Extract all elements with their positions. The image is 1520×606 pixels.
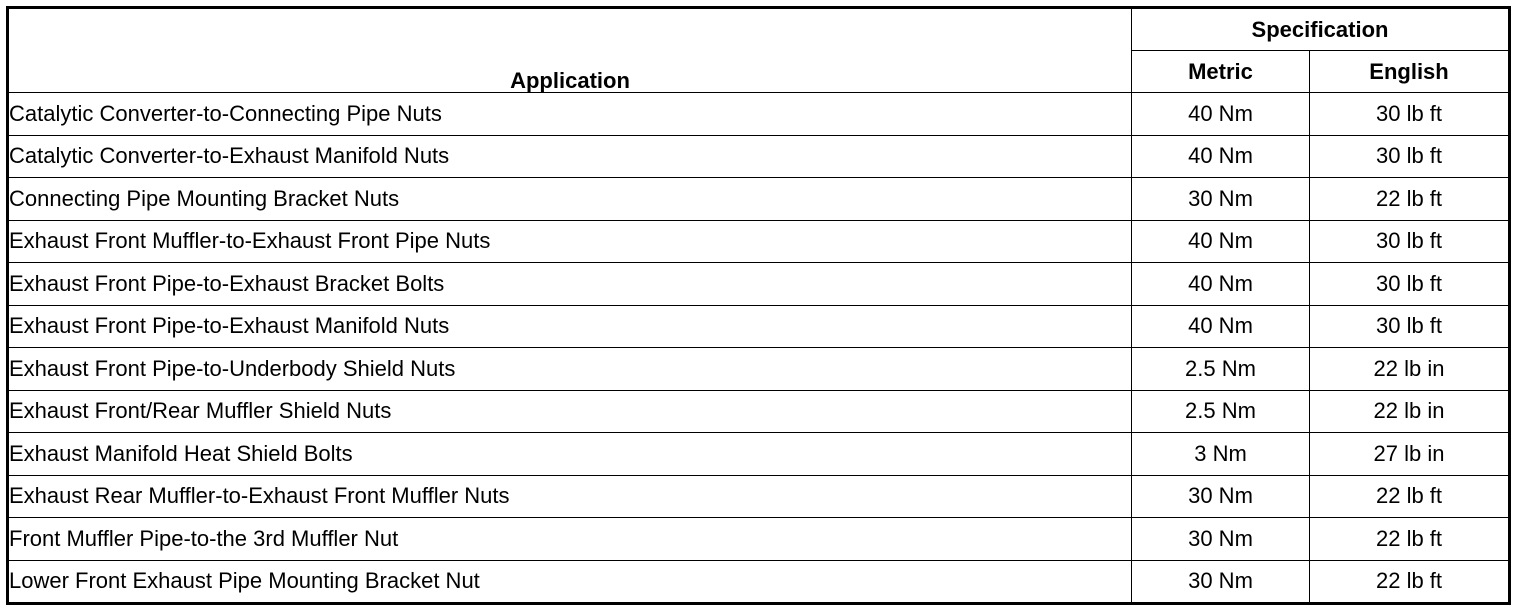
table-row [8,135,1510,178]
application-cell: Catalytic Converter-to-Exhaust Manifold Nuts [8,135,1132,178]
table-row [8,305,1510,348]
english-cell: 30 lb ft [1310,135,1510,178]
application-cell: Exhaust Manifold Heat Shield Bolts [8,433,1132,476]
metric-cell: 40 Nm [1132,263,1310,306]
table-row [8,93,1510,136]
english-cell: 30 lb ft [1310,305,1510,348]
table-row [8,220,1510,263]
english-cell: 22 lb ft [1310,518,1510,561]
metric-cell: 3 Nm [1132,433,1310,476]
table-row [8,348,1510,391]
metric-cell: 2.5 Nm [1132,348,1310,391]
english-cell: 27 lb in [1310,433,1510,476]
english-cell: 30 lb ft [1310,263,1510,306]
table-body [8,93,1510,604]
application-cell: Front Muffler Pipe-to-the 3rd Muffler Nut [8,518,1132,561]
application-cell: Exhaust Front Muffler-to-Exhaust Front Pipe Nuts [8,220,1132,263]
application-cell: Catalytic Converter-to-Connecting Pipe Nuts [8,93,1132,136]
english-cell: 22 lb ft [1310,178,1510,221]
metric-cell: 40 Nm [1132,93,1310,136]
application-cell: Connecting Pipe Mounting Bracket Nuts [8,178,1132,221]
fastener-spec-table [6,6,1511,605]
metric-cell: 40 Nm [1132,135,1310,178]
metric-cell: 2.5 Nm [1132,390,1310,433]
metric-cell: 30 Nm [1132,560,1310,604]
metric-cell: 30 Nm [1132,518,1310,561]
application-cell: Exhaust Front/Rear Muffler Shield Nuts [8,390,1132,433]
application-cell: Exhaust Front Pipe-to-Exhaust Manifold Nuts [8,305,1132,348]
metric-cell: 30 Nm [1132,475,1310,518]
application-cell: Exhaust Front Pipe-to-Underbody Shield Nuts [8,348,1132,391]
metric-cell: 40 Nm [1132,305,1310,348]
metric-header: Metric [1132,51,1310,93]
table-header [8,8,1510,93]
english-cell: 30 lb ft [1310,220,1510,263]
application-cell: Lower Front Exhaust Pipe Mounting Bracket Nut [8,560,1132,604]
application-header: Application [8,8,1132,93]
english-cell: 30 lb ft [1310,93,1510,136]
table-row [8,560,1510,604]
metric-cell: 40 Nm [1132,220,1310,263]
application-cell: Exhaust Rear Muffler-to-Exhaust Front Muffler Nuts [8,475,1132,518]
english-cell: 22 lb in [1310,348,1510,391]
table-row [8,433,1510,476]
table-row [8,263,1510,306]
table-row [8,178,1510,221]
english-cell: 22 lb in [1310,390,1510,433]
table-row [8,518,1510,561]
english-cell: 22 lb ft [1310,475,1510,518]
header-row-top [8,8,1510,51]
english-cell: 22 lb ft [1310,560,1510,604]
metric-cell: 30 Nm [1132,178,1310,221]
english-header: English [1310,51,1510,93]
table-row [8,475,1510,518]
specification-header: Specification [1132,8,1510,51]
application-cell: Exhaust Front Pipe-to-Exhaust Bracket Bolts [8,263,1132,306]
table-row [8,390,1510,433]
